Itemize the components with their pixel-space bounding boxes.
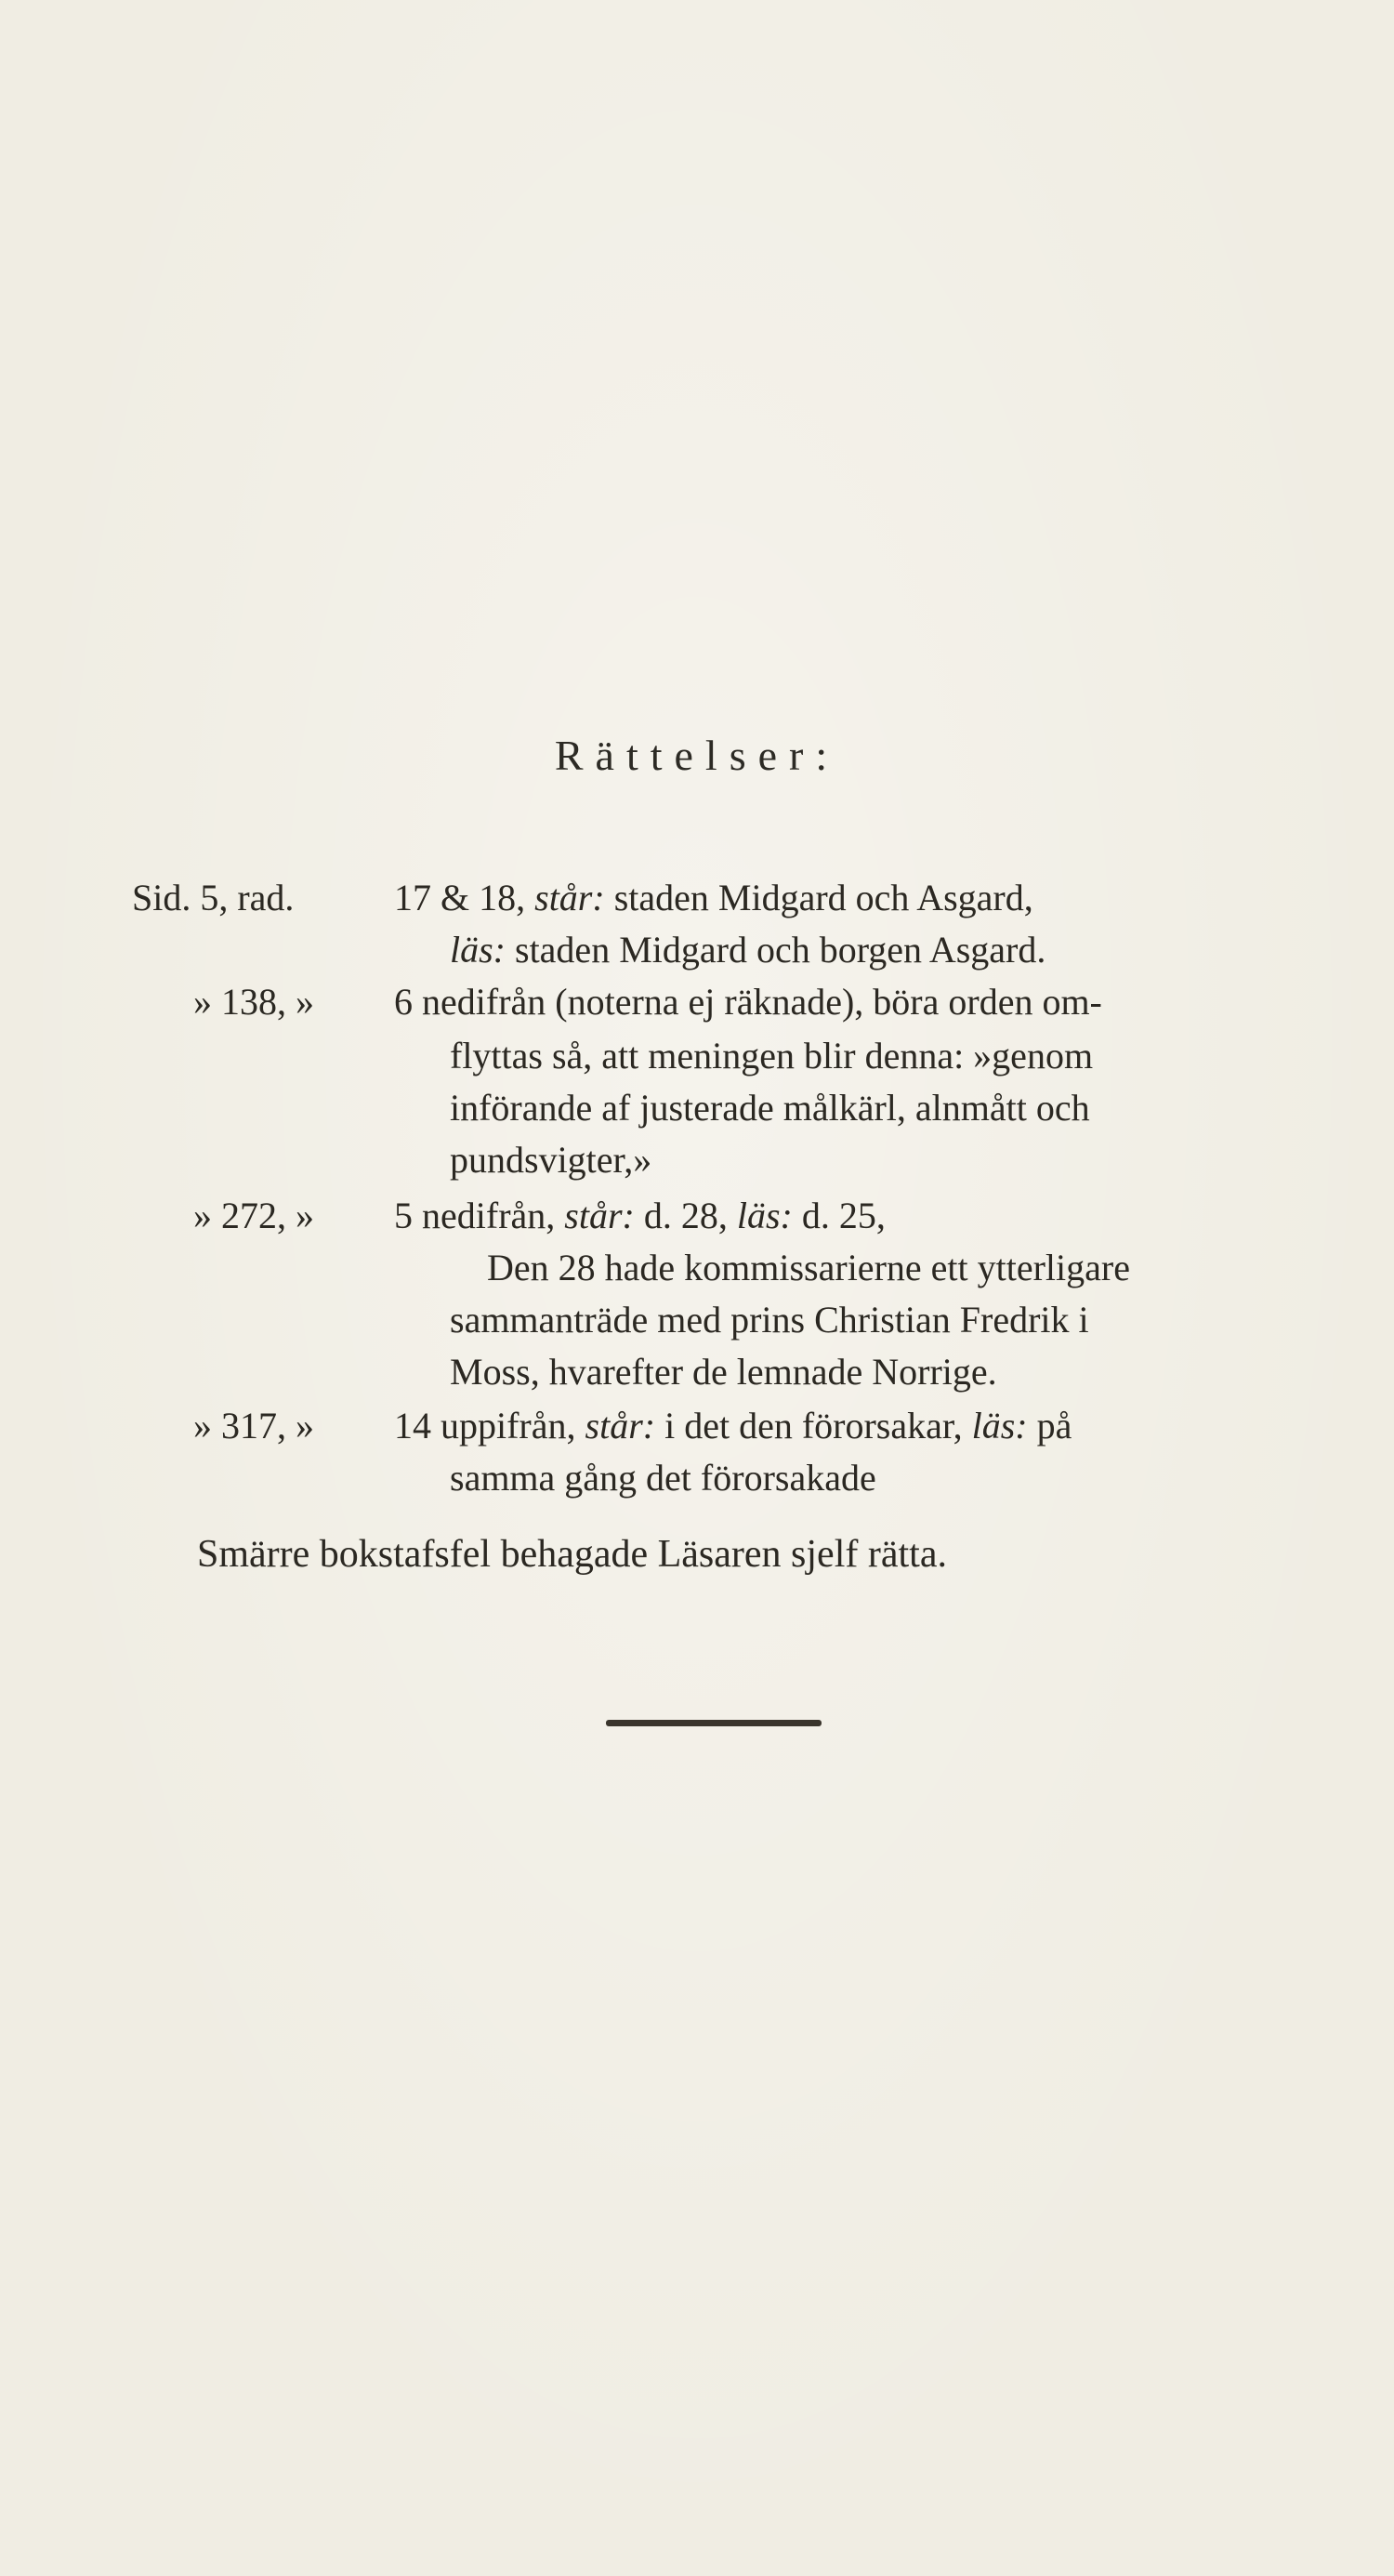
- footer-note: Smärre bokstafsfel behagade Läsaren sjelf rätta.: [197, 1533, 947, 1576]
- las-label: läs:: [736, 1195, 793, 1236]
- errata-text: samma gång det förorsakade: [450, 1457, 876, 1499]
- errata-entry-line: [450, 1296, 1089, 1344]
- erroneous-text: d. 28,: [643, 1195, 728, 1236]
- errata-text: Moss, hvarefter de lemnade Norrige.: [450, 1351, 997, 1393]
- corrected-text: d. 25,: [801, 1195, 886, 1236]
- row-reference: 6: [394, 981, 413, 1023]
- star-label: står:: [534, 877, 605, 918]
- erroneous-text: staden Midgard och Asgard,: [613, 877, 1033, 918]
- row-reference: 5: [394, 1195, 413, 1236]
- errata-text: införande af justerade målkärl, alnmått och: [450, 1087, 1090, 1129]
- row-reference: 17 & 18,: [394, 877, 526, 918]
- errata-entry-line: [450, 1348, 997, 1396]
- errata-text: Den 28 hade kommissarierne ett ytterligare: [487, 1247, 1130, 1288]
- decorative-rule: [606, 1720, 822, 1726]
- erroneous-text: i det den förorsakar,: [664, 1405, 963, 1447]
- corrected-text: på: [1036, 1405, 1072, 1447]
- page-reference: » 272, »: [193, 1195, 314, 1236]
- errata-text: nedifrån (noterna ej räknade), böra orden om-: [422, 981, 1102, 1023]
- errata-entry-line: [193, 1192, 314, 1240]
- errata-entry-line: [394, 1402, 1072, 1450]
- errata-entry-line: [487, 1244, 1130, 1292]
- errata-text: pundsvigter,»: [450, 1139, 652, 1181]
- errata-entry-line: [193, 1402, 314, 1450]
- errata-entry-line: [450, 1084, 1090, 1132]
- page-title: Rättelser:: [554, 732, 840, 779]
- errata-entry-line: [394, 978, 1102, 1026]
- errata-text: flyttas så, att meningen blir denna: »genom: [450, 1035, 1094, 1077]
- corrected-text: staden Midgard och borgen Asgard.: [515, 929, 1046, 971]
- page-reference: » 317, »: [193, 1405, 314, 1447]
- star-label: står:: [564, 1195, 635, 1236]
- row-reference: 14: [394, 1405, 431, 1447]
- las-label: läs:: [971, 1405, 1028, 1447]
- errata-entry-line: [450, 1032, 1093, 1080]
- las-label: läs:: [450, 929, 506, 971]
- errata-text: sammanträde med prins Christian Fredrik i: [450, 1299, 1089, 1341]
- errata-entry-line: [450, 1454, 876, 1502]
- star-label: står:: [585, 1405, 656, 1447]
- errata-text: uppifrån,: [441, 1405, 576, 1447]
- errata-entry-line: [394, 1192, 886, 1240]
- errata-text: nedifrån,: [422, 1195, 556, 1236]
- errata-entry-line: [132, 874, 294, 922]
- page-reference: Sid. 5, rad.: [132, 877, 295, 918]
- errata-entry-line: [450, 1136, 651, 1184]
- errata-entry-line: [450, 926, 1046, 974]
- errata-entry-line: [193, 978, 314, 1026]
- errata-entry-line: [394, 874, 1033, 922]
- page-reference: » 138, »: [193, 981, 314, 1023]
